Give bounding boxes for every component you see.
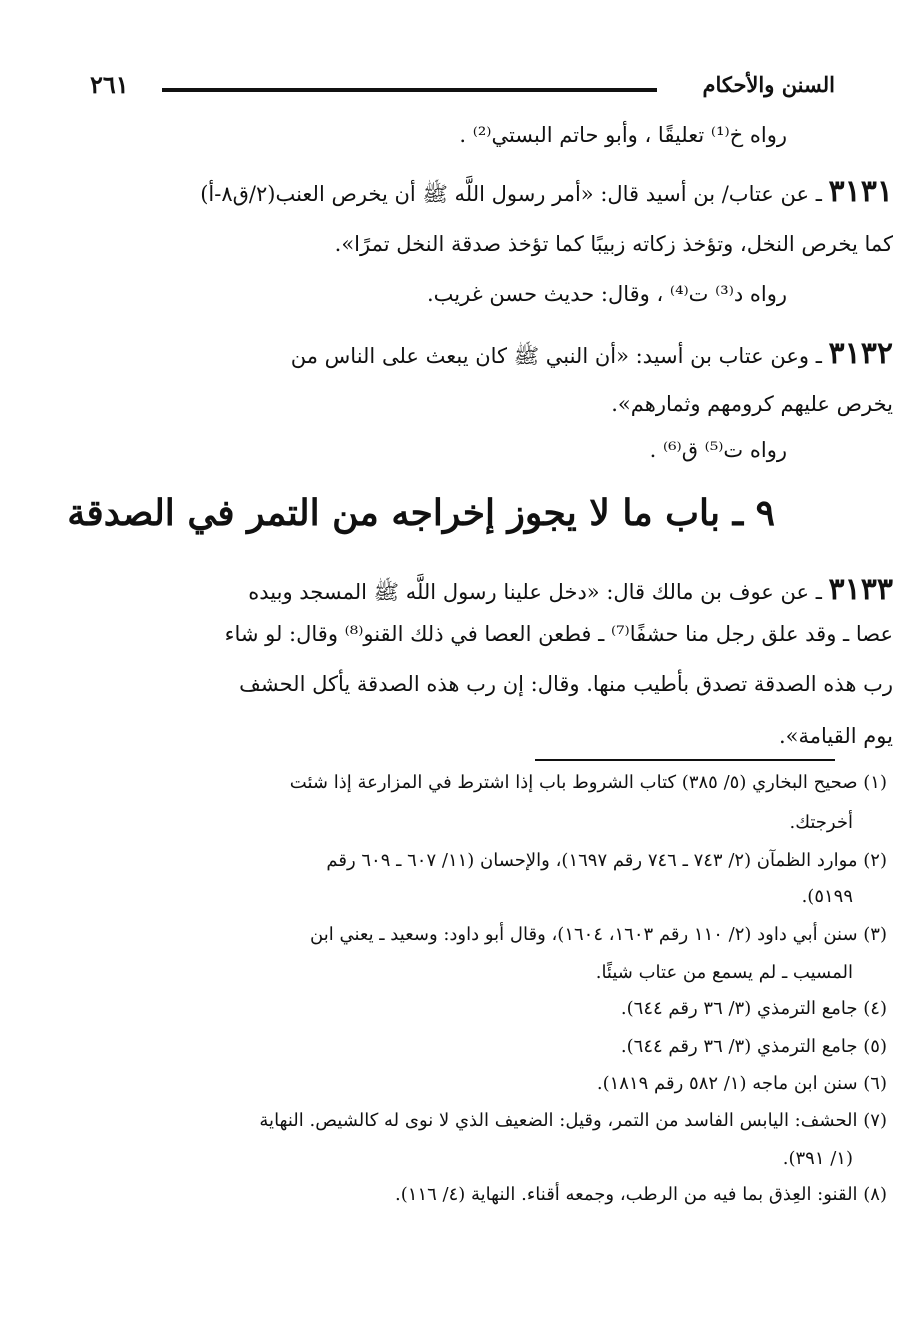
- hadith-3132-line-1: [291, 336, 893, 372]
- hadith-number: ٣١٣٢: [828, 336, 893, 371]
- hadith-text: ـ عن عتاب/ بن أسيد قال: «أمر رسول اللَّه ﷺ أن يخرص العنب(٢/ق٨-أ): [200, 182, 822, 206]
- footnote-5: (٥) جامع الترمذي (٣/ ٣٦ رقم ٦٤٤).: [620, 1036, 887, 1057]
- chapter-title: ٩ ـ باب ما لا يجوز إخراجه من التمر في الصدقة: [67, 492, 775, 534]
- footnote-3-line-2: المسيب ـ لم يسمع من عتاب شيئًا.: [595, 962, 853, 983]
- footnote-2-line-2: ٥١٩٩).: [801, 886, 853, 907]
- footnote-1-line-1: (١) صحيح البخاري (٥/ ٣٨٥) كتاب الشروط باب إذا اشترط في المزارعة إذا شئت: [289, 772, 887, 793]
- header-rule: [162, 88, 657, 92]
- hadith-3131-line-1: [200, 174, 893, 210]
- footnote-8: (٨) القنو: العِذق بما فيه من الرطب، وجمعه أقناء. النهاية (٤/ ١١٦).: [395, 1184, 887, 1205]
- page-number: ٢٦١: [90, 70, 129, 99]
- page-header: [90, 70, 835, 110]
- footnote-rule: [535, 759, 835, 761]
- footnote-6: (٦) سنن ابن ماجه (١/ ٥٨٢ رقم ١٨١٩).: [596, 1073, 887, 1094]
- hadith-3131-line-2: كما يخرص النخل، وتؤخذ زكاته زبيبًا كما تؤخذ صدقة النخل تمرًا».: [334, 232, 893, 256]
- hadith-number: ٣١٣٣: [828, 572, 893, 607]
- hadith-3132-narration: رواه ت⁽⁵⁾ ق⁽⁶⁾ .: [649, 438, 787, 462]
- footnote-1-line-2: أخرجتك.: [789, 812, 853, 833]
- footnote-4: (٤) جامع الترمذي (٣/ ٣٦ رقم ٦٤٤).: [620, 998, 887, 1019]
- hadith-number: ٣١٣١: [828, 174, 893, 209]
- hadith-text: ـ عن عوف بن مالك قال: «دخل علينا رسول اللَّه ﷺ المسجد وبيده: [248, 580, 822, 604]
- hadith-3133-line-1: [248, 572, 893, 608]
- book-title: السنن والأحكام: [702, 72, 835, 97]
- hadith-3132-line-2: يخرص عليهم كرومهم وثمارهم».: [611, 392, 893, 416]
- footnote-7-line-1: (٧) الحشف: اليابس الفاسد من التمر، وقيل: الضعيف الذي لا نوى له كالشيص. النهاية: [259, 1110, 887, 1131]
- hadith-3130-narration: رواه خ⁽¹⁾ تعليقًا ، وأبو حاتم البستي⁽²⁾ .: [459, 123, 787, 147]
- hadith-3133-line-4: يوم القيامة».: [779, 724, 893, 748]
- hadith-3133-line-2: عصا ـ وقد علق رجل منا حشفًا⁽⁷⁾ ـ فطعن العصا في ذلك القنو⁽⁸⁾ وقال: لو شاء: [224, 622, 893, 646]
- footnote-2-line-1: (٢) موارد الظمآن (٢/ ٧٤٣ ـ ٧٤٦ رقم ١٦٩٧)، والإحسان (١١/ ٦٠٧ ـ ٦٠٩ رقم: [326, 850, 887, 871]
- hadith-3131-narration: رواه د⁽³⁾ ت⁽⁴⁾ ، وقال: حديث حسن غريب.: [426, 282, 787, 306]
- footnote-3-line-1: (٣) سنن أبي داود (٢/ ١١٠ رقم ١٦٠٣، ١٦٠٤)، وقال أبو داود: وسعيد ـ يعني ابن: [310, 924, 887, 945]
- footnote-7-line-2: (١/ ٣٩١).: [782, 1148, 853, 1169]
- hadith-3133-line-3: رب هذه الصدقة تصدق بأطيب منها. وقال: إن رب هذه الصدقة يأكل الحشف: [239, 672, 893, 696]
- hadith-text: ـ وعن عتاب بن أسيد: «أن النبي ﷺ كان يبعث على الناس من: [290, 344, 822, 368]
